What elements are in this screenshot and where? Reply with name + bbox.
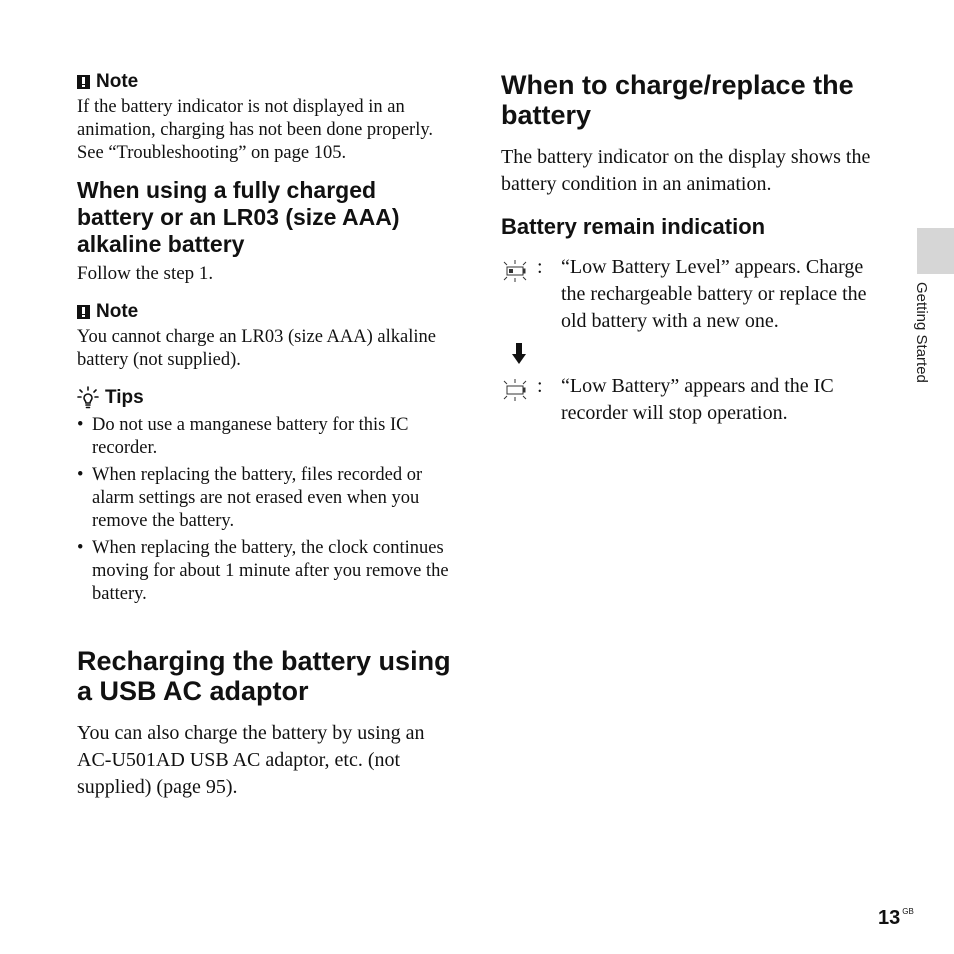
intro-text: The battery indicator on the display shows the battery condition in an animation. <box>501 146 871 195</box>
battery-low-level-icon <box>501 260 531 282</box>
follow-step-text: Follow the step 1. <box>77 263 214 284</box>
recharging-text: You can also charge the battery by using an AC-U501AD USB AC adaptor, etc. (not supplied) (page 95). <box>77 722 425 798</box>
tips-label: Tips <box>105 387 144 408</box>
battery-empty-icon <box>501 379 531 401</box>
indication-text: “Low Battery” appears and the IC recorder will stop operation. <box>561 375 834 424</box>
section-heading-when-to-charge: When to charge/replace the battery <box>501 70 854 130</box>
list-item: • Do not use a manganese battery for this IC recorder. <box>77 414 455 460</box>
note-heading <box>77 70 455 94</box>
right-column <box>501 70 881 427</box>
indication-row <box>501 373 881 427</box>
note-text: If the battery indicator is not displayed in an animation, charging has not been done properly. See “Troubleshooting” on page 105. <box>77 97 434 163</box>
note-heading <box>77 300 455 324</box>
note-label: Note <box>96 301 139 322</box>
section-label: Getting Started <box>913 282 930 383</box>
list-item: • When replacing the battery, files recorded or alarm settings are not erased even when you remove the battery. <box>77 464 455 533</box>
note-text: You cannot charge an LR03 (size AAA) alkaline battery (not supplied). <box>77 327 436 370</box>
colon: : <box>537 256 543 278</box>
page-number-suffix: GB <box>902 907 914 916</box>
note-label: Note <box>96 71 139 92</box>
note-icon <box>77 305 90 319</box>
arrow-down-icon <box>512 343 526 365</box>
page-number <box>878 907 914 930</box>
subheading-fully-charged: When using a fully charged battery or an LR03 (size AAA) alkaline battery <box>77 177 400 257</box>
lightbulb-icon <box>77 386 99 410</box>
indication-row <box>501 254 881 335</box>
page-number-value: 13 <box>878 907 901 929</box>
colon: : <box>537 375 543 397</box>
tips-heading <box>77 386 455 410</box>
list-item: • When replacing the battery, the clock continues moving for about 1 minute after you remove the battery. <box>77 537 455 606</box>
tips-list <box>77 414 455 606</box>
section-tab <box>917 228 954 274</box>
indication-text: “Low Battery Level” appears. Charge the rechargeable battery or replace the old battery with a new one. <box>561 256 867 332</box>
section-heading-recharging: Recharging the battery using a USB AC adaptor <box>77 646 451 706</box>
note-icon <box>77 75 90 89</box>
subheading-battery-remain: Battery remain indication <box>501 214 766 239</box>
left-column <box>77 70 455 801</box>
